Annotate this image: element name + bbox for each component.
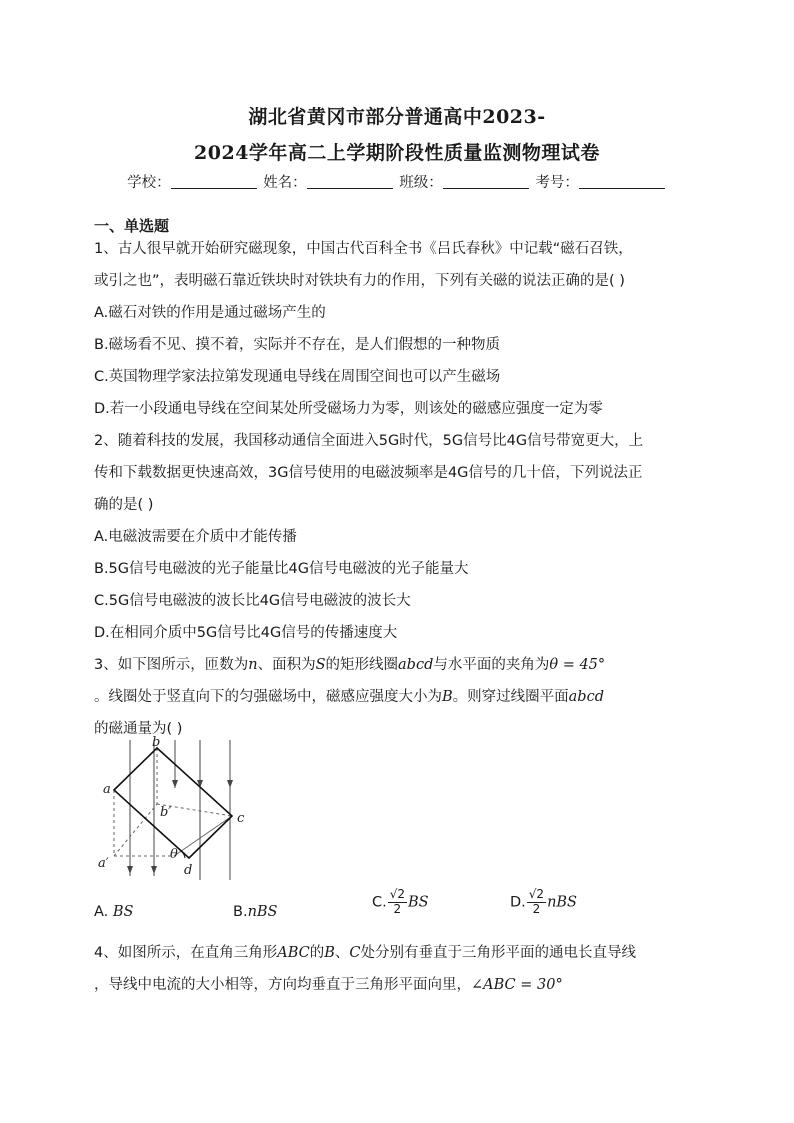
exam-number-blank <box>579 174 665 189</box>
q2-stem-line1: 2、随着科技的发展，我国移动通信全面进入5G时代，5G信号比4G信号带宽更大，上 <box>94 433 644 449</box>
label-d: d <box>184 863 193 878</box>
q3-option-c-fraction <box>388 888 407 917</box>
q3-coil-figure <box>92 734 262 882</box>
label-c: c <box>237 811 245 826</box>
exam-number-label: 考号： <box>535 175 579 191</box>
q3-text: 与水平面的夹角为 <box>433 657 550 673</box>
q1-option-d: D.若一小段通电导线在空间某处所受磁场力为零，则该处的磁感应强度一定为零 <box>94 401 603 417</box>
fraction-numerator: √2 <box>528 887 545 901</box>
class-blank <box>443 174 529 189</box>
q2-stem-line3: 确的是( ) <box>94 497 154 513</box>
class-label: 班级： <box>399 175 443 191</box>
q3-theta-value: θ = 45° <box>549 657 606 673</box>
q3-text: 、面积为 <box>257 657 316 673</box>
q4-var-abc: ABC <box>277 945 310 961</box>
q3-var-abcd: abcd <box>568 689 604 705</box>
q2-option-c: C.5G信号电磁波的波长比4G信号电磁波的波长大 <box>94 593 411 609</box>
q3-var-b: B <box>442 689 453 705</box>
projection-dashed <box>114 748 232 856</box>
q4-stem-line1 <box>94 946 636 961</box>
label-a: a <box>103 782 111 797</box>
coil-abcd <box>114 748 232 858</box>
q3-stem-line3: 的磁通量为( ) <box>94 721 183 737</box>
exam-title-line1: 湖北省黄冈市部分普通高中2023- <box>248 106 546 128</box>
q4-stem-line2 <box>94 978 563 993</box>
q4-text: 处分别有垂直于三角形平面的通电长直导线 <box>360 945 636 961</box>
student-info-row <box>0 171 794 192</box>
q4-text: 4、如图所示，在直角三角形 <box>94 945 278 961</box>
q2-option-b: B.5G信号电磁波的光子能量比4G信号电磁波的光子能量大 <box>94 561 469 577</box>
q3-option-d-value: nBS <box>547 894 577 911</box>
fraction-denominator: 2 <box>532 901 541 916</box>
name-label: 姓名： <box>263 175 307 191</box>
fraction-denominator: 2 <box>393 901 402 916</box>
q3-option-d-letter: D. <box>510 894 526 911</box>
q4-text: 的 <box>309 945 325 961</box>
q4-text: 、 <box>334 945 350 961</box>
q3-option-a <box>94 904 133 920</box>
q3-stem-line2 <box>94 690 604 705</box>
q3-var-s: S <box>315 657 326 673</box>
field-lines <box>130 740 230 880</box>
label-a-prime: a′ <box>98 856 109 871</box>
q3-text: 的矩形线圈 <box>325 657 399 673</box>
q3-text: 。线圈处于竖直向下的匀强磁场中，磁感应强度大小为 <box>94 689 442 705</box>
q1-stem-line1: 1、古人很早就开始研究磁现象，中国古代百科全书《吕氏春秋》中记载“磁石召铁， <box>94 241 633 257</box>
q3-text: 。则穿过线圈平面 <box>452 689 569 705</box>
q3-option-d <box>510 888 577 917</box>
label-b-prime: b′ <box>160 805 172 820</box>
q3-text: 3、如下图所示，匝数为 <box>94 657 249 673</box>
q3-option-c <box>372 888 429 917</box>
q3-option-b-letter: B. <box>233 904 248 920</box>
q3-option-c-value: BS <box>408 894 429 911</box>
q3-option-a-value: BS <box>112 904 134 920</box>
fraction-numerator: √2 <box>389 887 406 901</box>
q3-option-b <box>233 904 278 920</box>
q2-stem-line2: 传和下载数据更快速高效，3G信号使用的电磁波频率是4G信号的几十倍，下列说法正 <box>94 465 643 481</box>
q2-option-d: D.在相同介质中5G信号比4G信号的传播速度大 <box>94 625 398 641</box>
q1-stem-line2: 或引之也”，表明磁石靠近铁块时对铁块有力的作用，下列有关磁的说法正确的是( ) <box>94 273 625 289</box>
school-label: 学校： <box>127 175 171 191</box>
q4-text: ，导线中电流的大小相等，方向均垂直于三角形平面向里， <box>94 977 471 993</box>
label-theta: θ <box>170 847 178 862</box>
q4-var-b: B <box>324 945 335 961</box>
q1-option-a: A.磁石对铁的作用是通过磁场产生的 <box>94 305 326 321</box>
name-blank <box>307 174 393 189</box>
label-b: b <box>152 735 161 750</box>
section-title: 一、单选题 <box>94 217 170 235</box>
q3-stem-line1 <box>94 658 605 673</box>
q3-option-b-value: nBS <box>247 904 278 920</box>
school-blank <box>171 174 257 189</box>
q4-var-c: C <box>349 945 361 961</box>
q1-option-c: C.英国物理学家法拉第发现通电导线在周围空间也可以产生磁场 <box>94 369 501 385</box>
q3-var-abcd: abcd <box>398 657 434 673</box>
q3-option-a-letter: A. <box>94 904 109 920</box>
q3-option-d-fraction <box>527 888 546 917</box>
q1-option-b: B.磁场看不见、摸不着，实际并不存在，是人们假想的一种物质 <box>94 337 501 353</box>
q2-option-a: A.电磁波需要在介质中才能传播 <box>94 529 297 545</box>
exam-title-line2: 2024学年高二上学期阶段性质量监测物理试卷 <box>194 142 600 164</box>
q4-angle-value: ∠ABC = 30° <box>471 977 563 993</box>
field-arrowheads <box>127 780 233 874</box>
q3-var-n: n <box>248 657 258 673</box>
q3-option-c-letter: C. <box>372 894 387 911</box>
